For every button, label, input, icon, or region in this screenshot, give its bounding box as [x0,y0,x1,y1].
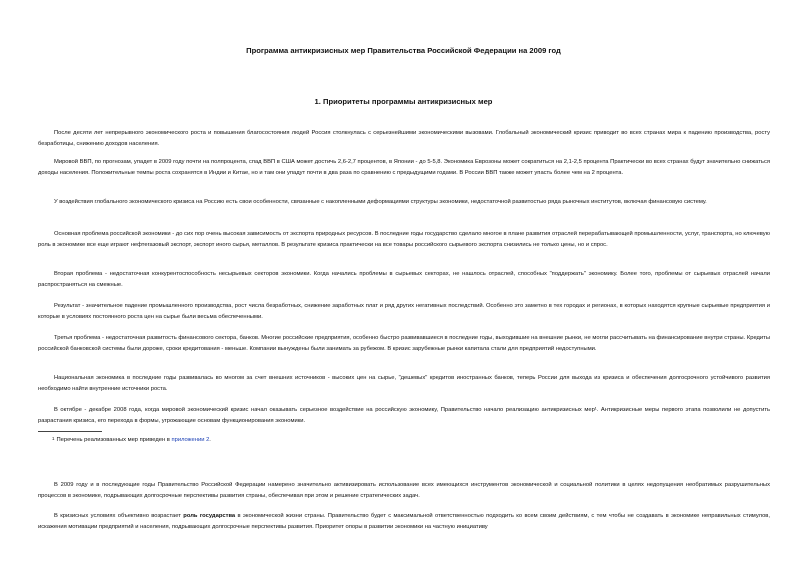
paragraph-8: Национальная экономика в последние годы развивалась во многом за счет внешних источников - высоких цен на сырье, "дешевых" кредитов иностранных банков, теперь России для выхода из кризиса и обеспечения долгосрочного устойчивого развития необходимо найти внутренние источники роста. [38,375,770,392]
paragraph-11-rest: в экономической жизни страны. Правительство будет с максимальной ответственностью подходить ко всем своим действиям, с тем чтобы не создавать в экономике неправильных стимулов, искажения мотивации предприятий и населения, подрывающих долгосрочные перспективы развития. Приоритет опоры в развитии экономики на частную инициативу [38,513,770,530]
appendix-link[interactable]: приложении 2 [171,437,210,443]
section-heading: 1. Приоритеты программы антикризисных мер [314,97,493,106]
paragraph-1: После десяти лет непрерывного экономического роста и повышения благосостояния людей Россия столкнулась с серьезнейшими экономическими вызовами. Глобальный экономический кризис приводит во всех странах мира к падению производства, росту безработицы, снижению доходов населения. [38,130,770,147]
footnote [52,434,211,445]
paragraph-7: Третья проблема - недостаточная развитость финансового сектора, банков. Многие российские предприятия, особенно быстро развивавшиеся в последние годы, выходившие на внешние рынки, не могли рассчитывать на финансирование внутри страны. Кредиты российской банковской системы были дороже, сроки кредитования - меньше. Компании вынуждены были занимать за рубежом. В кризис зарубежные рынки капитала стали для предприятий недоступными. [38,335,770,352]
paragraph-10: В 2009 году и в последующие годы Правительство Российской Федерации намерено значительно активизировать использование всех имеющихся инструментов экономической и социальной политики в целях недопущения необратимых разрушительных процессов в экономике, подрывающих долгосрочные перспективы развития страны, обеспечивая при этом и решение стратегических задач. [38,482,770,499]
footnote-marker: 1 [52,436,55,441]
paragraph-2: Мировой ВВП, по прогнозам, упадет в 2009 году почти на полпроцента, спад ВВП в США может достичь 2,6-2,7 процентов, в Японии - до 5-5,8. Экономика Еврозоны может сократиться на 2,1-2,5 процента Практически во всех странах будут значительно снижаться доходы населения. Положительные темпы роста сохранятся в Индии и Китае, но и там они упадут почти в два раза по сравнению с предыдущими годами. В России ВВП также может упасть более чем на 2 процента. [38,159,770,176]
role-of-state-emphasis: роль государства [183,513,236,519]
paragraph-6: Результат - значительное падение промышленного производства, рост числа безработных, снижение заработных плат и ряд других негативных последствий. Особенно это заметно в тех городах и регионах, в которых находятся крупные сырьевые предприятия и которые в условиях постоянного роста цен на сырье были весьма обеспеченными. [38,303,770,320]
footnote-tail: . [209,437,211,443]
paragraph-4: Основная проблема российской экономики - до сих пор очень высокая зависимость от экспорта природных ресурсов. В последние годы государство сделало многое в плане развития отраслей перерабатывающей промышленности, услуг, транспорта, но ключевую роль в экономике все еще играют нефтегазовый экспорт, экспорт иного сырья, металлов. В результате кризиса практически на все товары российского сырьевого экспорта снизились не только цены, но и спрос. [38,231,770,248]
paragraph-11 [38,511,770,532]
footnote-text: Перечень реализованных мер приведен в [56,437,172,443]
document-title: Программа антикризисных мер Правительства Российской Федерации на 2009 год [246,46,561,55]
footnote-divider [38,431,102,432]
paragraph-11-start: В кризисных условиях объективно возрастает [54,513,184,519]
paragraph-3: У воздействия глобального экономического кризиса на Россию есть свои особенности, связанные с накопленными деформациями структуры экономики, недостаточной развитостью ряда рыночных институтов, включая финансовую систему. [54,199,707,205]
paragraph-9: В октябре - декабре 2008 года, когда мировой экономический кризис начал оказывать серьезное воздействие на российскую экономику, Правительство начало реализацию антикризисных мер¹. Антикризисные меры первого этапа позволили не допустить разрастания кризиса, его перехода в формы, угрожающие основам функционирования экономики. [38,407,770,424]
paragraph-5: Вторая проблема - недостаточная конкурентоспособность несырьевых секторов экономики. Когда начались проблемы в сырьевых секторах, не нашлось отраслей, способных "поддержать" экономику. Более того, проблемы от сырьевых отраслей начали распространяться на смежные. [38,271,770,288]
